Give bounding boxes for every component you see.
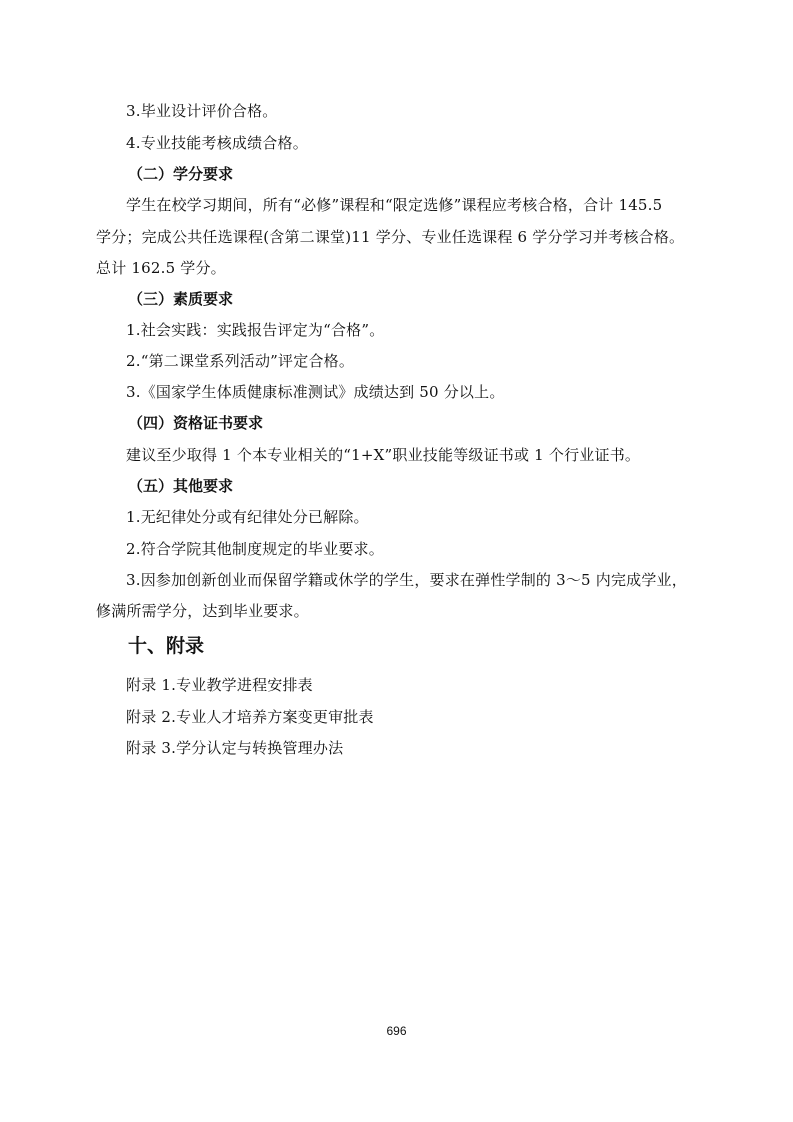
other-requirements-heading: （五）其他要求 xyxy=(128,477,234,495)
certificate-requirement-text: 建议至少取得 1 个本专业相关的“1+X”职业技能等级证书或 1 个行业证书。 xyxy=(126,446,641,464)
other-item-1: 1.无纪律处分或有纪律处分已解除。 xyxy=(126,508,369,526)
credit-paragraph-line-1: 学生在校学习期间，所有“必修”课程和“限定选修”课程应考核合格，合计 145.5 xyxy=(126,196,663,214)
appendix-item-3: 附录 3.学分认定与转换管理办法 xyxy=(126,739,344,757)
credit-paragraph-line-2: 学分；完成公共任选课程(含第二课堂)11 学分、专业任选课程 6 学分学习并考核合格。 xyxy=(96,228,685,246)
other-item-3-line-1: 3.因参加创新创业而保留学籍或休学的学生，要求在弹性学制的 3～5 内完成学业， xyxy=(126,571,687,589)
page-number: 696 xyxy=(386,1024,407,1038)
other-item-3-line-2: 修满所需学分，达到毕业要求。 xyxy=(96,602,309,620)
quality-requirements-heading: （三）素质要求 xyxy=(128,290,234,308)
appendix-heading: 十、附录 xyxy=(128,635,205,657)
quality-item-3: 3.《国家学生体质健康标准测试》成绩达到 50 分以上。 xyxy=(126,383,505,401)
appendix-item-1: 附录 1.专业教学进程安排表 xyxy=(126,676,313,694)
requirement-item-3: 3.毕业设计评价合格。 xyxy=(126,102,278,120)
quality-item-2: 2.“第二课堂系列活动”评定合格。 xyxy=(126,352,355,370)
credit-paragraph-line-3: 总计 162.5 学分。 xyxy=(96,259,226,277)
requirement-item-4: 4.专业技能考核成绩合格。 xyxy=(126,134,308,152)
certificate-requirements-heading: （四）资格证书要求 xyxy=(128,414,264,432)
quality-item-1: 1.社会实践：实践报告评定为“合格”。 xyxy=(126,321,385,339)
appendix-item-2: 附录 2.专业人才培养方案变更审批表 xyxy=(126,708,374,726)
other-item-2: 2.符合学院其他制度规定的毕业要求。 xyxy=(126,540,384,558)
credit-requirements-heading: （二）学分要求 xyxy=(128,165,234,183)
